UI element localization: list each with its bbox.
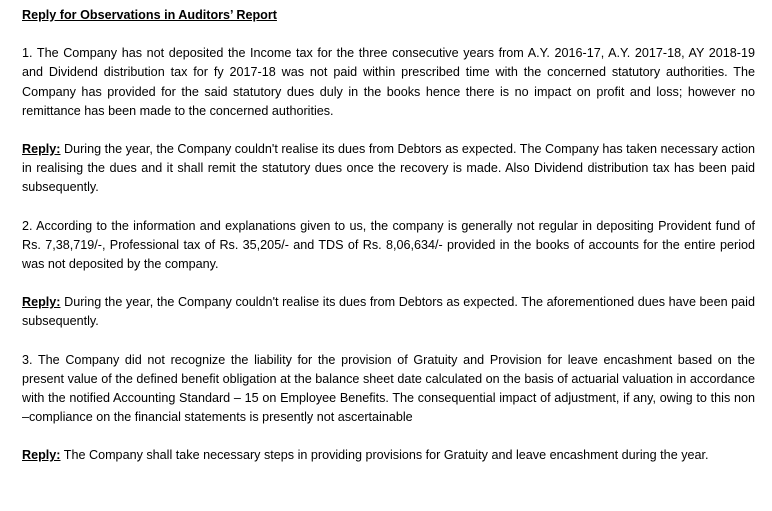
reply-label: Reply: (22, 295, 61, 310)
reply-text: During the year, the Company couldn't realise its dues from Debtors as expected. The aforementioned dues have been paid subsequently. (22, 295, 755, 329)
reply-label: Reply: (22, 448, 61, 463)
observation-3: 3. The Company did not recognize the liability for the provision of Gratuity and Provision for leave encashment based on the present value of the defined benefit obligation at the balance sheet date calculated on the basis of actuarial valuation in accordance with the notified Accounting Standard – 15 on Employee Benefits. The consequential impact of adjustment, if any, owing to this non –compliance on the financial statements is presently not ascertainable (22, 352, 755, 425)
document-title: Reply for Observations in Auditors’ Report (22, 8, 277, 22)
reply-1 (22, 140, 755, 198)
reply-text: During the year, the Company couldn't realise its dues from Debtors as expected. The Company has taken necessary action in realising the dues and it shall remit the statutory dues once the recovery is made. Also Dividend distribution tax has been paid subsequently. (22, 142, 755, 195)
reply-text: The Company shall take necessary steps in providing provisions for Gratuity and leave encashment during the year. (60, 448, 709, 463)
document (22, 6, 755, 485)
observation-2: 2. According to the information and explanations given to us, the company is generally not regular in depositing Provident fund of Rs. 7,38,719/-, Professional tax of Rs. 35,205/- and TDS of Rs. 8,06,634/- provided in the books of accounts for the entire period was not deposited by the company. (22, 218, 755, 272)
reply-3 (22, 446, 755, 465)
observation-1: 1. The Company has not deposited the Income tax for the three consecutive years from A.Y. 2016-17, A.Y. 2017-18, AY 2018-19 and Dividend distribution tax for fy 2017-18 was not paid within prescribed time with the concerned statutory authorities. The Company has provided for the said statutory dues duly in the books hence there is no impact on profit and loss; however no remittance has been made to the concerned authorities. (22, 46, 755, 118)
reply-2 (22, 293, 755, 331)
reply-label: Reply: (22, 142, 61, 157)
